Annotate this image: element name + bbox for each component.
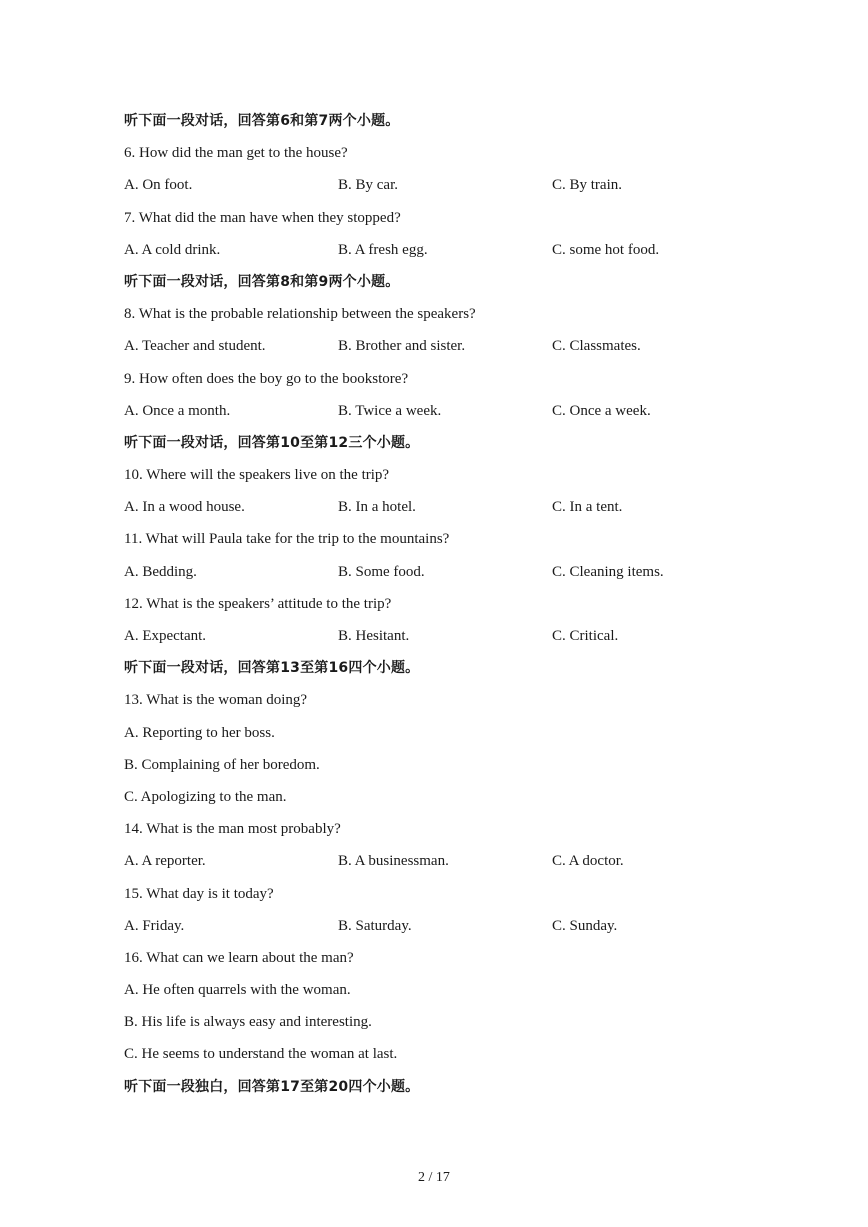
question-text: 7. What did the man have when they stopped? bbox=[124, 209, 401, 226]
question-text: 10. Where will the speakers live on the trip? bbox=[124, 467, 390, 484]
answer-option: A. Bedding. bbox=[124, 563, 197, 580]
answer-option: C. Classmates. bbox=[552, 338, 641, 355]
answer-option: A. A reporter. bbox=[124, 853, 206, 870]
question-text: 11. What will Paula take for the trip to the mountains? bbox=[124, 531, 450, 548]
answer-option: B. Hesitant. bbox=[338, 628, 410, 644]
answer-options-row bbox=[124, 848, 764, 880]
question-text: 16. What can we learn about the man? bbox=[124, 949, 354, 966]
answer-options-row bbox=[124, 913, 764, 945]
answer-options-row bbox=[124, 398, 764, 430]
question-text: 6. How did the man get to the house? bbox=[124, 145, 348, 162]
page-number: 2 / 17 bbox=[418, 1170, 450, 1185]
question-text: 9. How often does the boy go to the bookstore? bbox=[124, 370, 409, 387]
question-text: 15. What day is it today? bbox=[124, 885, 274, 902]
answer-option: A. Teacher and student. bbox=[124, 338, 266, 355]
answer-option: B. A fresh egg. bbox=[338, 241, 428, 258]
answer-option: A. Friday. bbox=[124, 917, 185, 934]
answer-option: A. Expectant. bbox=[124, 628, 207, 644]
answer-option: B. Complaining of her boredom. bbox=[124, 756, 320, 773]
answer-option: C. By train. bbox=[552, 177, 622, 194]
question-text: 8. What is the probable relationship between the speakers? bbox=[124, 306, 476, 323]
answer-option: B. Twice a week. bbox=[338, 402, 442, 419]
section-instruction: 听下面一段对话，回答第8和第9两个小题。 bbox=[124, 273, 400, 290]
answer-option: A. A cold drink. bbox=[124, 241, 221, 258]
answer-option: C. In a tent. bbox=[552, 499, 623, 516]
answer-options-row bbox=[124, 237, 764, 269]
answer-option: C. Sunday. bbox=[552, 917, 618, 934]
answer-option: C. some hot food. bbox=[552, 241, 660, 258]
section-instruction: 听下面一段独白，回答第17至第20四个小题。 bbox=[124, 1078, 420, 1095]
answer-option: B. By car. bbox=[338, 177, 398, 194]
answer-option: B. Brother and sister. bbox=[338, 338, 466, 355]
answer-option: C. Apologizing to the man. bbox=[124, 788, 287, 805]
answer-options-row bbox=[124, 494, 764, 526]
answer-option: C. Critical. bbox=[552, 628, 619, 644]
section-instruction: 听下面一段对话，回答第10至第12三个小题。 bbox=[124, 434, 420, 451]
section-instruction: 听下面一段对话，回答第6和第7两个小题。 bbox=[124, 113, 400, 129]
answer-option: A. He often quarrels with the woman. bbox=[124, 982, 351, 999]
section-instruction: 听下面一段对话，回答第13至第16四个小题。 bbox=[124, 660, 420, 677]
answer-option: A. Once a month. bbox=[124, 402, 231, 419]
question-list bbox=[124, 108, 764, 1106]
answer-option: C. He seems to understand the woman at last. bbox=[124, 1046, 398, 1063]
answer-option: B. A businessman. bbox=[338, 853, 449, 870]
answer-option: C. Once a week. bbox=[552, 402, 651, 419]
question-text: 12. What is the speakers’ attitude to the trip? bbox=[124, 595, 392, 612]
answer-option: C. Cleaning items. bbox=[552, 563, 664, 580]
question-text: 14. What is the man most probably? bbox=[124, 821, 341, 838]
answer-option: A. On foot. bbox=[124, 177, 193, 194]
answer-options-row bbox=[124, 559, 764, 591]
answer-option: A. Reporting to her boss. bbox=[124, 724, 275, 741]
answer-options-row bbox=[124, 333, 764, 365]
answer-option: A. In a wood house. bbox=[124, 499, 245, 516]
answer-option: C. A doctor. bbox=[552, 853, 624, 870]
answer-option: B. In a hotel. bbox=[338, 499, 416, 516]
answer-option: B. Saturday. bbox=[338, 917, 412, 934]
answer-options-row bbox=[124, 623, 764, 655]
answer-options-row bbox=[124, 172, 764, 204]
answer-option: B. Some food. bbox=[338, 563, 425, 580]
question-text: 13. What is the woman doing? bbox=[124, 692, 308, 709]
answer-option: B. His life is always easy and interesting. bbox=[124, 1014, 372, 1031]
